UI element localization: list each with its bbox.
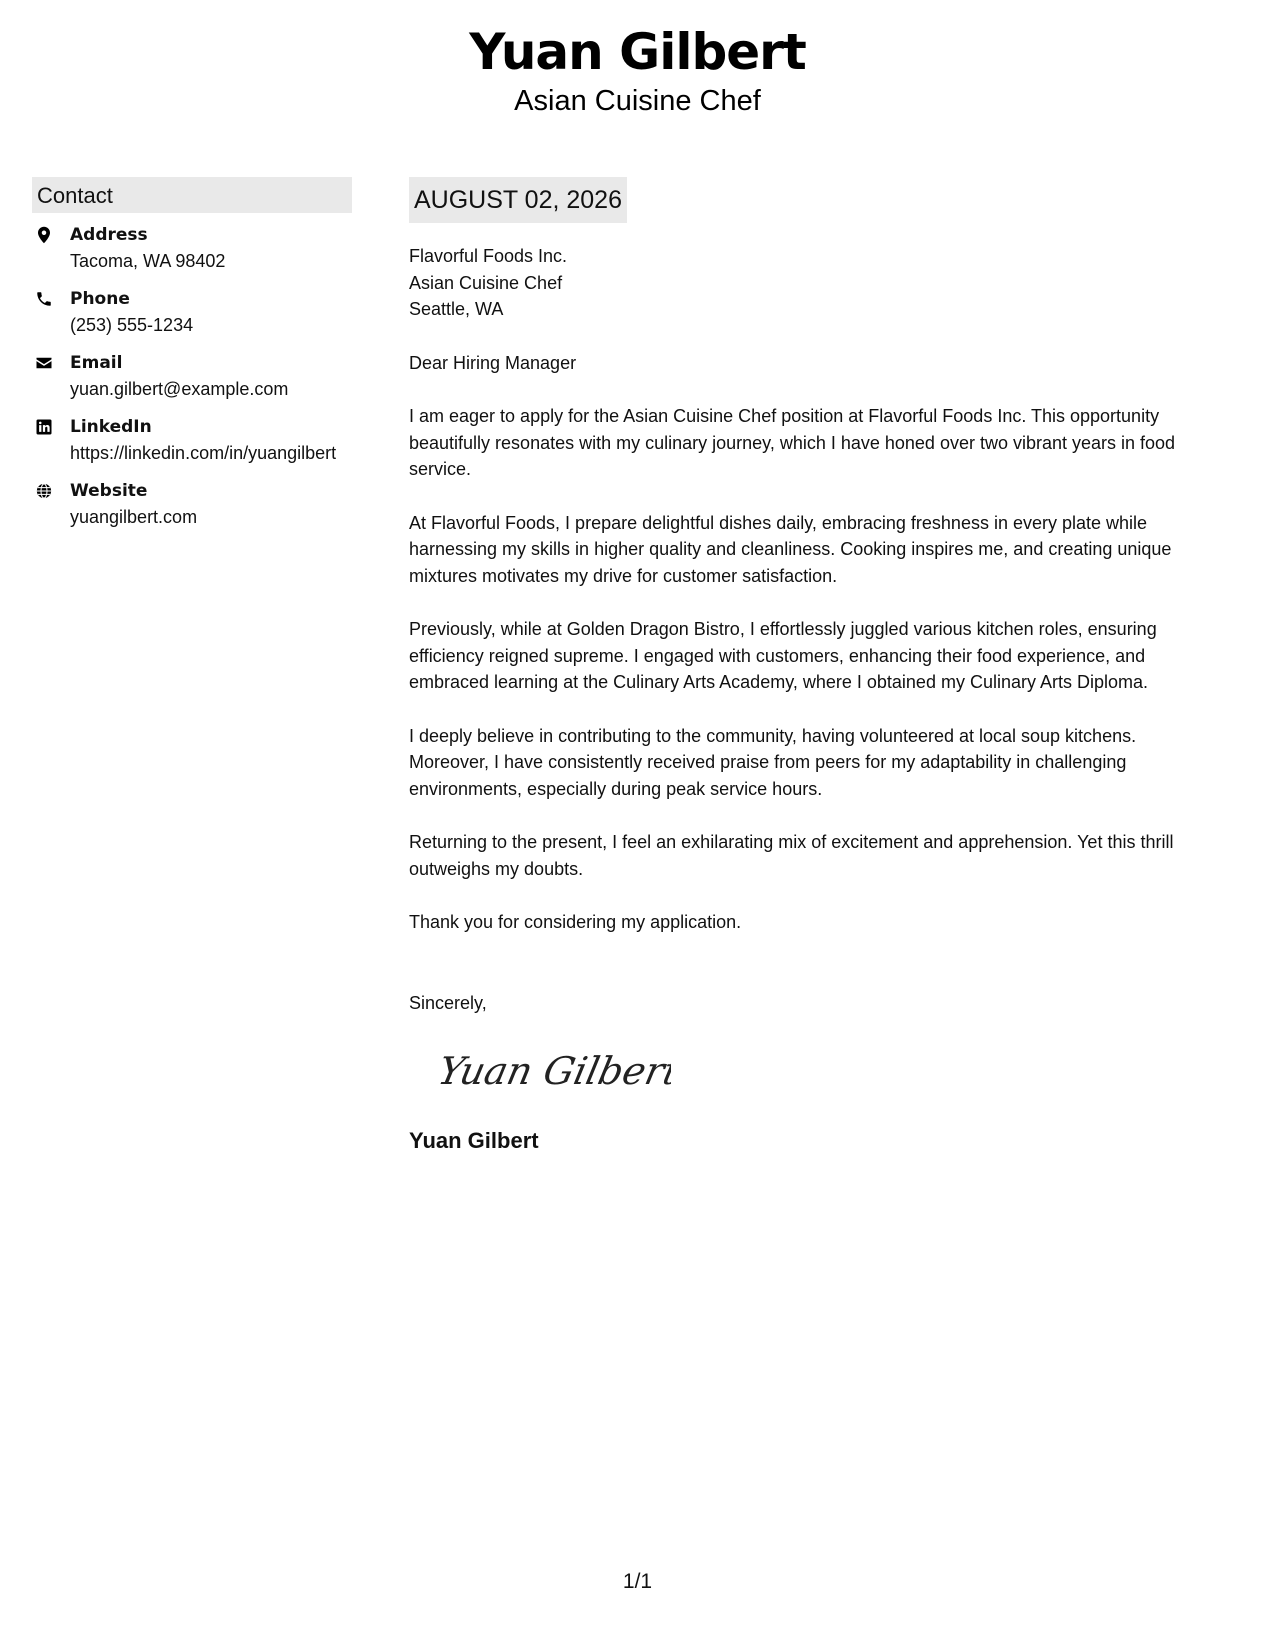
signature-text: Yuan Gilbert [433, 1049, 671, 1094]
page-number: 1/1 [622, 1570, 653, 1593]
contact-website [32, 479, 352, 530]
location-pin-icon [32, 223, 70, 244]
letter-paragraph: Previously, while at Golden Dragon Bistro, I effortlessly juggled various kitchen roles, ensuring efficiency reigned supreme. I engaged with customers, enhancing their food experience, and embraced learning at the Culinary Arts Academy, where I obtained my Culinary Arts Diploma. [409, 619, 1157, 692]
letter-paragraph: Thank you for considering my application. [409, 912, 742, 932]
applicant-name: Yuan Gilbert [469, 23, 806, 81]
letter-body [409, 177, 1219, 1154]
contact-list [32, 223, 352, 530]
contact-email [32, 351, 352, 402]
linkedin-icon [32, 415, 70, 436]
recipient-block [409, 243, 1219, 323]
recipient-company: Flavorful Foods Inc. [409, 246, 568, 266]
contact-label: LinkedIn [70, 417, 152, 437]
contact-value[interactable]: yuan.gilbert@example.com [70, 379, 289, 399]
letter-paragraph: I deeply believe in contributing to the community, having volunteered at local soup kitchens. Moreover, I have consistently received praise from peers for my adaptability in challenging environments, especially during peak service hours. [409, 725, 1137, 799]
recipient-location: Seattle, WA [409, 299, 504, 319]
globe-icon [32, 479, 70, 500]
signer-name: Yuan Gilbert [409, 1127, 539, 1153]
contact-label: Email [70, 353, 123, 373]
letter-date: AUGUST 02, 2026 [409, 177, 627, 223]
contact-label: Address [70, 225, 148, 245]
applicant-role: Asian Cuisine Chef [514, 85, 761, 117]
contact-phone [32, 287, 352, 338]
letter-paragraph: I am eager to apply for the Asian Cuisine Chef position at Flavorful Foods Inc. This opportunity beautifully resonates with my culinary journey, which I have honed over two vibrant years in food service. [409, 406, 1176, 479]
contact-label: Website [70, 481, 148, 501]
contact-value[interactable]: yuangilbert.com [70, 507, 198, 527]
letter-header [0, 22, 1275, 118]
contact-sidebar [32, 177, 352, 543]
recipient-position: Asian Cuisine Chef [409, 272, 563, 293]
closing: Sincerely, [409, 992, 487, 1013]
envelope-icon [32, 351, 70, 372]
contact-value: (253) 555-1234 [70, 315, 194, 335]
letter-paragraph: At Flavorful Foods, I prepare delightful dishes daily, embracing freshness in every plate while harnessing my skills in higher quality and cleanliness. Cooking inspires me, and creating unique mixtures motivates my drive for customer satisfaction. [409, 512, 1172, 586]
phone-icon [32, 287, 70, 308]
contact-address [32, 223, 352, 274]
salutation: Dear Hiring Manager [409, 352, 577, 373]
handwritten-signature [431, 1042, 671, 1102]
letter-paragraph: Returning to the present, I feel an exhilarating mix of excitement and apprehension. Yet this thrill outweighs my doubts. [409, 832, 1174, 879]
contact-heading: Contact [32, 177, 352, 213]
contact-value: Tacoma, WA 98402 [70, 251, 226, 271]
contact-linkedin [32, 415, 352, 466]
contact-label: Phone [70, 289, 130, 309]
contact-value[interactable]: https://linkedin.com/in/yuangilbert [70, 443, 337, 463]
